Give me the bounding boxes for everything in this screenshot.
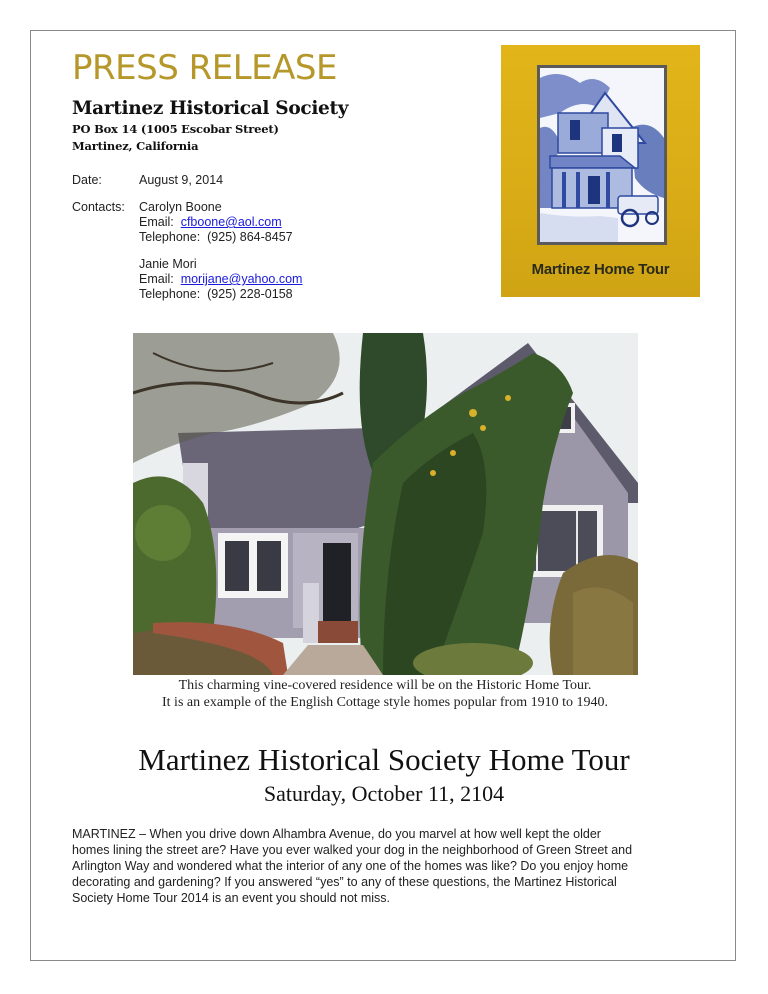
email-link[interactable]: morijane@yahoo.com [180, 272, 303, 286]
organization-address [72, 121, 279, 155]
event-date: Saturday, October 11, 2104 [263, 781, 505, 806]
house-photo [133, 333, 638, 675]
email-label: Email: [139, 272, 174, 286]
logo-caption: Martinez Home Tour [531, 261, 670, 278]
phone-value: (925) 228-0158 [207, 287, 293, 301]
contact-name: Carolyn Boone [139, 200, 222, 214]
caption-line-2: It is an example of the English Cottage style homes popular from 1910 to 1940. [162, 695, 608, 710]
body-line: homes lining the street are? Have you ever walked your dog in the neighborhood of Green Street and [72, 843, 633, 857]
address-line-2: Martinez, California [72, 139, 199, 153]
photo-caption [100, 677, 670, 711]
date-value: August 9, 2014 [139, 173, 224, 187]
house-sketch-image [537, 65, 667, 245]
contact-1 [139, 200, 293, 245]
contact-2 [139, 257, 302, 302]
body-line: MARTINEZ – When you drive down Alhambra Avenue, do you marvel at how well kept the older [72, 827, 601, 841]
address-line-1: PO Box 14 (1005 Escobar Street) [72, 122, 279, 136]
body-line: Society Home Tour 2014 is an event you should not miss. [72, 891, 390, 905]
contact-phone-row [139, 287, 302, 302]
caption-line-1: This charming vine-covered residence will be on the Historic Home Tour. [178, 678, 592, 693]
contact-phone-row [139, 230, 293, 245]
organization-name: Martinez Historical Society [72, 98, 349, 119]
contact-name: Janie Mori [139, 257, 197, 271]
cottage-photo-image [133, 333, 638, 675]
phone-value: (925) 864-8457 [207, 230, 293, 244]
body-paragraph [72, 826, 712, 906]
phone-label: Telephone: [139, 230, 201, 244]
phone-label: Telephone: [139, 287, 201, 301]
email-link[interactable]: cfboone@aol.com [180, 215, 282, 229]
date-label: Date: [72, 173, 102, 187]
house-sketch-icon [540, 68, 664, 242]
body-line: Arlington Way and wondered what the interior of any one of the homes was like? Do you enjoy home [72, 859, 629, 873]
event-title: Martinez Historical Society Home Tour [138, 742, 630, 777]
email-label: Email: [139, 215, 174, 229]
contact-email-row [139, 215, 293, 230]
contacts-label: Contacts: [72, 200, 125, 214]
body-line: decorating and gardening? If you answered “yes” to any of these questions, the Martinez Historical [72, 875, 617, 889]
press-release-title: PRESS RELEASE [72, 48, 337, 88]
home-tour-logo [501, 45, 700, 297]
contact-email-row [139, 272, 302, 287]
